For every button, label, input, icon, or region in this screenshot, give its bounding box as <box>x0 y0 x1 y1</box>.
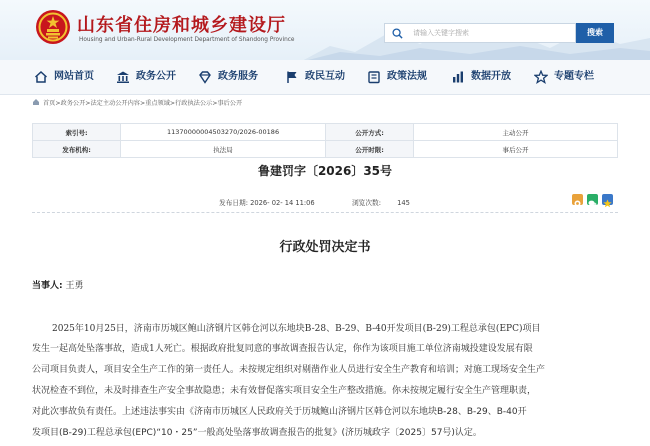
party-name: 王勇 <box>65 281 84 291</box>
divider <box>32 212 618 213</box>
body-paragraph-line: 2025年10月25日，济南市历城区鲍山济钢片区韩仓河以东地块B-28、B-29、B-40开发项目(B-29)工程总承包(EPC)项目 <box>52 324 541 334</box>
body-paragraph-line: 状况检查不到位，未及时排查生产安全事故隐患；未有效督促落实项目安全生产整改措施。你未按规定履行安全生产管理职责， <box>32 386 537 396</box>
search-box <box>384 23 576 43</box>
share-icons <box>572 194 616 206</box>
book-icon <box>367 70 381 84</box>
site-header <box>0 0 650 60</box>
search-input[interactable] <box>413 26 571 40</box>
nav-label: 数据开放 <box>471 71 511 82</box>
info-label: 发布机构: <box>33 141 121 158</box>
breadcrumb-path[interactable]: 首页>政务公开>法定主动公开内容>重点领域>行政执法公示>事后公开 <box>43 100 243 107</box>
share-icon[interactable] <box>572 194 583 205</box>
body-paragraph-line: 发项目(B-29)工程总承包(EPC)“10・25”一般高处坠落事故调查报告的批复》(济历城政字〔2025〕57号)认定。 <box>32 428 482 438</box>
wechat-icon[interactable] <box>587 194 598 205</box>
info-value: 执法局 <box>121 141 326 158</box>
search-button[interactable]: 搜索 <box>576 23 614 43</box>
publish-date <box>219 197 315 207</box>
nav-label: 政务服务 <box>218 71 258 82</box>
body-paragraph-line: 发生一起高处坠落事故，造成1人死亡。根据政府批复同意的事故调查报告认定，你作为该项目施工单位济南城投建设发展有限 <box>32 344 533 354</box>
date-value: 2026- 02- 14 11:06 <box>250 199 315 207</box>
home-icon <box>34 70 48 84</box>
info-label: 公开方式: <box>325 124 413 141</box>
table-row <box>33 124 618 141</box>
nav-label: 专题专栏 <box>554 71 594 82</box>
document-number: 鲁建罚字〔2026〕35号 <box>257 164 393 178</box>
nav-label: 政务公开 <box>136 71 176 82</box>
national-emblem-icon <box>35 9 71 45</box>
building-icon <box>116 70 130 84</box>
location-icon <box>32 98 40 106</box>
star-icon <box>534 70 548 84</box>
body-paragraph-line: 对此次事故负有责任。上述违法事实由《济南市历城区人民政府关于历城鲍山济钢片区韩仓河以东地块B-28、B-29、B-40开 <box>32 407 527 417</box>
info-label: 索引号: <box>33 124 121 141</box>
table-row <box>33 141 618 158</box>
nav-label: 网站首页 <box>54 71 94 82</box>
nav-label: 政策法规 <box>387 71 427 82</box>
info-value: 11370000004503270/2026-00186 <box>121 124 326 141</box>
document-info-table <box>32 123 618 158</box>
views-label: 浏览次数: <box>352 199 382 207</box>
body-paragraph-line: 公司项目负责人，项目安全生产工作的第一责任人。未按规定组织对剔凿作业人员进行安全生产教育和培训；对施工现场安全生产 <box>32 365 546 375</box>
document-title: 行政处罚决定书 <box>279 240 371 255</box>
site-title: 山东省住房和城乡建设厅 <box>77 15 286 36</box>
info-value: 事后公开 <box>414 141 618 158</box>
view-count <box>352 197 410 207</box>
date-label: 发布日期: <box>219 199 249 207</box>
party-label: 当事人: <box>32 281 63 291</box>
main-nav <box>0 60 650 95</box>
flag-icon <box>285 70 299 84</box>
party-line <box>32 278 84 291</box>
nav-label: 政民互动 <box>305 71 345 82</box>
info-label: 公开时限: <box>325 141 413 158</box>
search-icon <box>392 28 403 39</box>
diamond-icon <box>198 70 212 84</box>
qzone-icon[interactable] <box>602 194 613 205</box>
site-subtitle: Housing and Urban-Rural Development Department of Shandong Province <box>79 37 295 43</box>
views-value: 145 <box>397 199 410 207</box>
info-value: 主动公开 <box>414 124 618 141</box>
chart-icon <box>451 70 465 84</box>
